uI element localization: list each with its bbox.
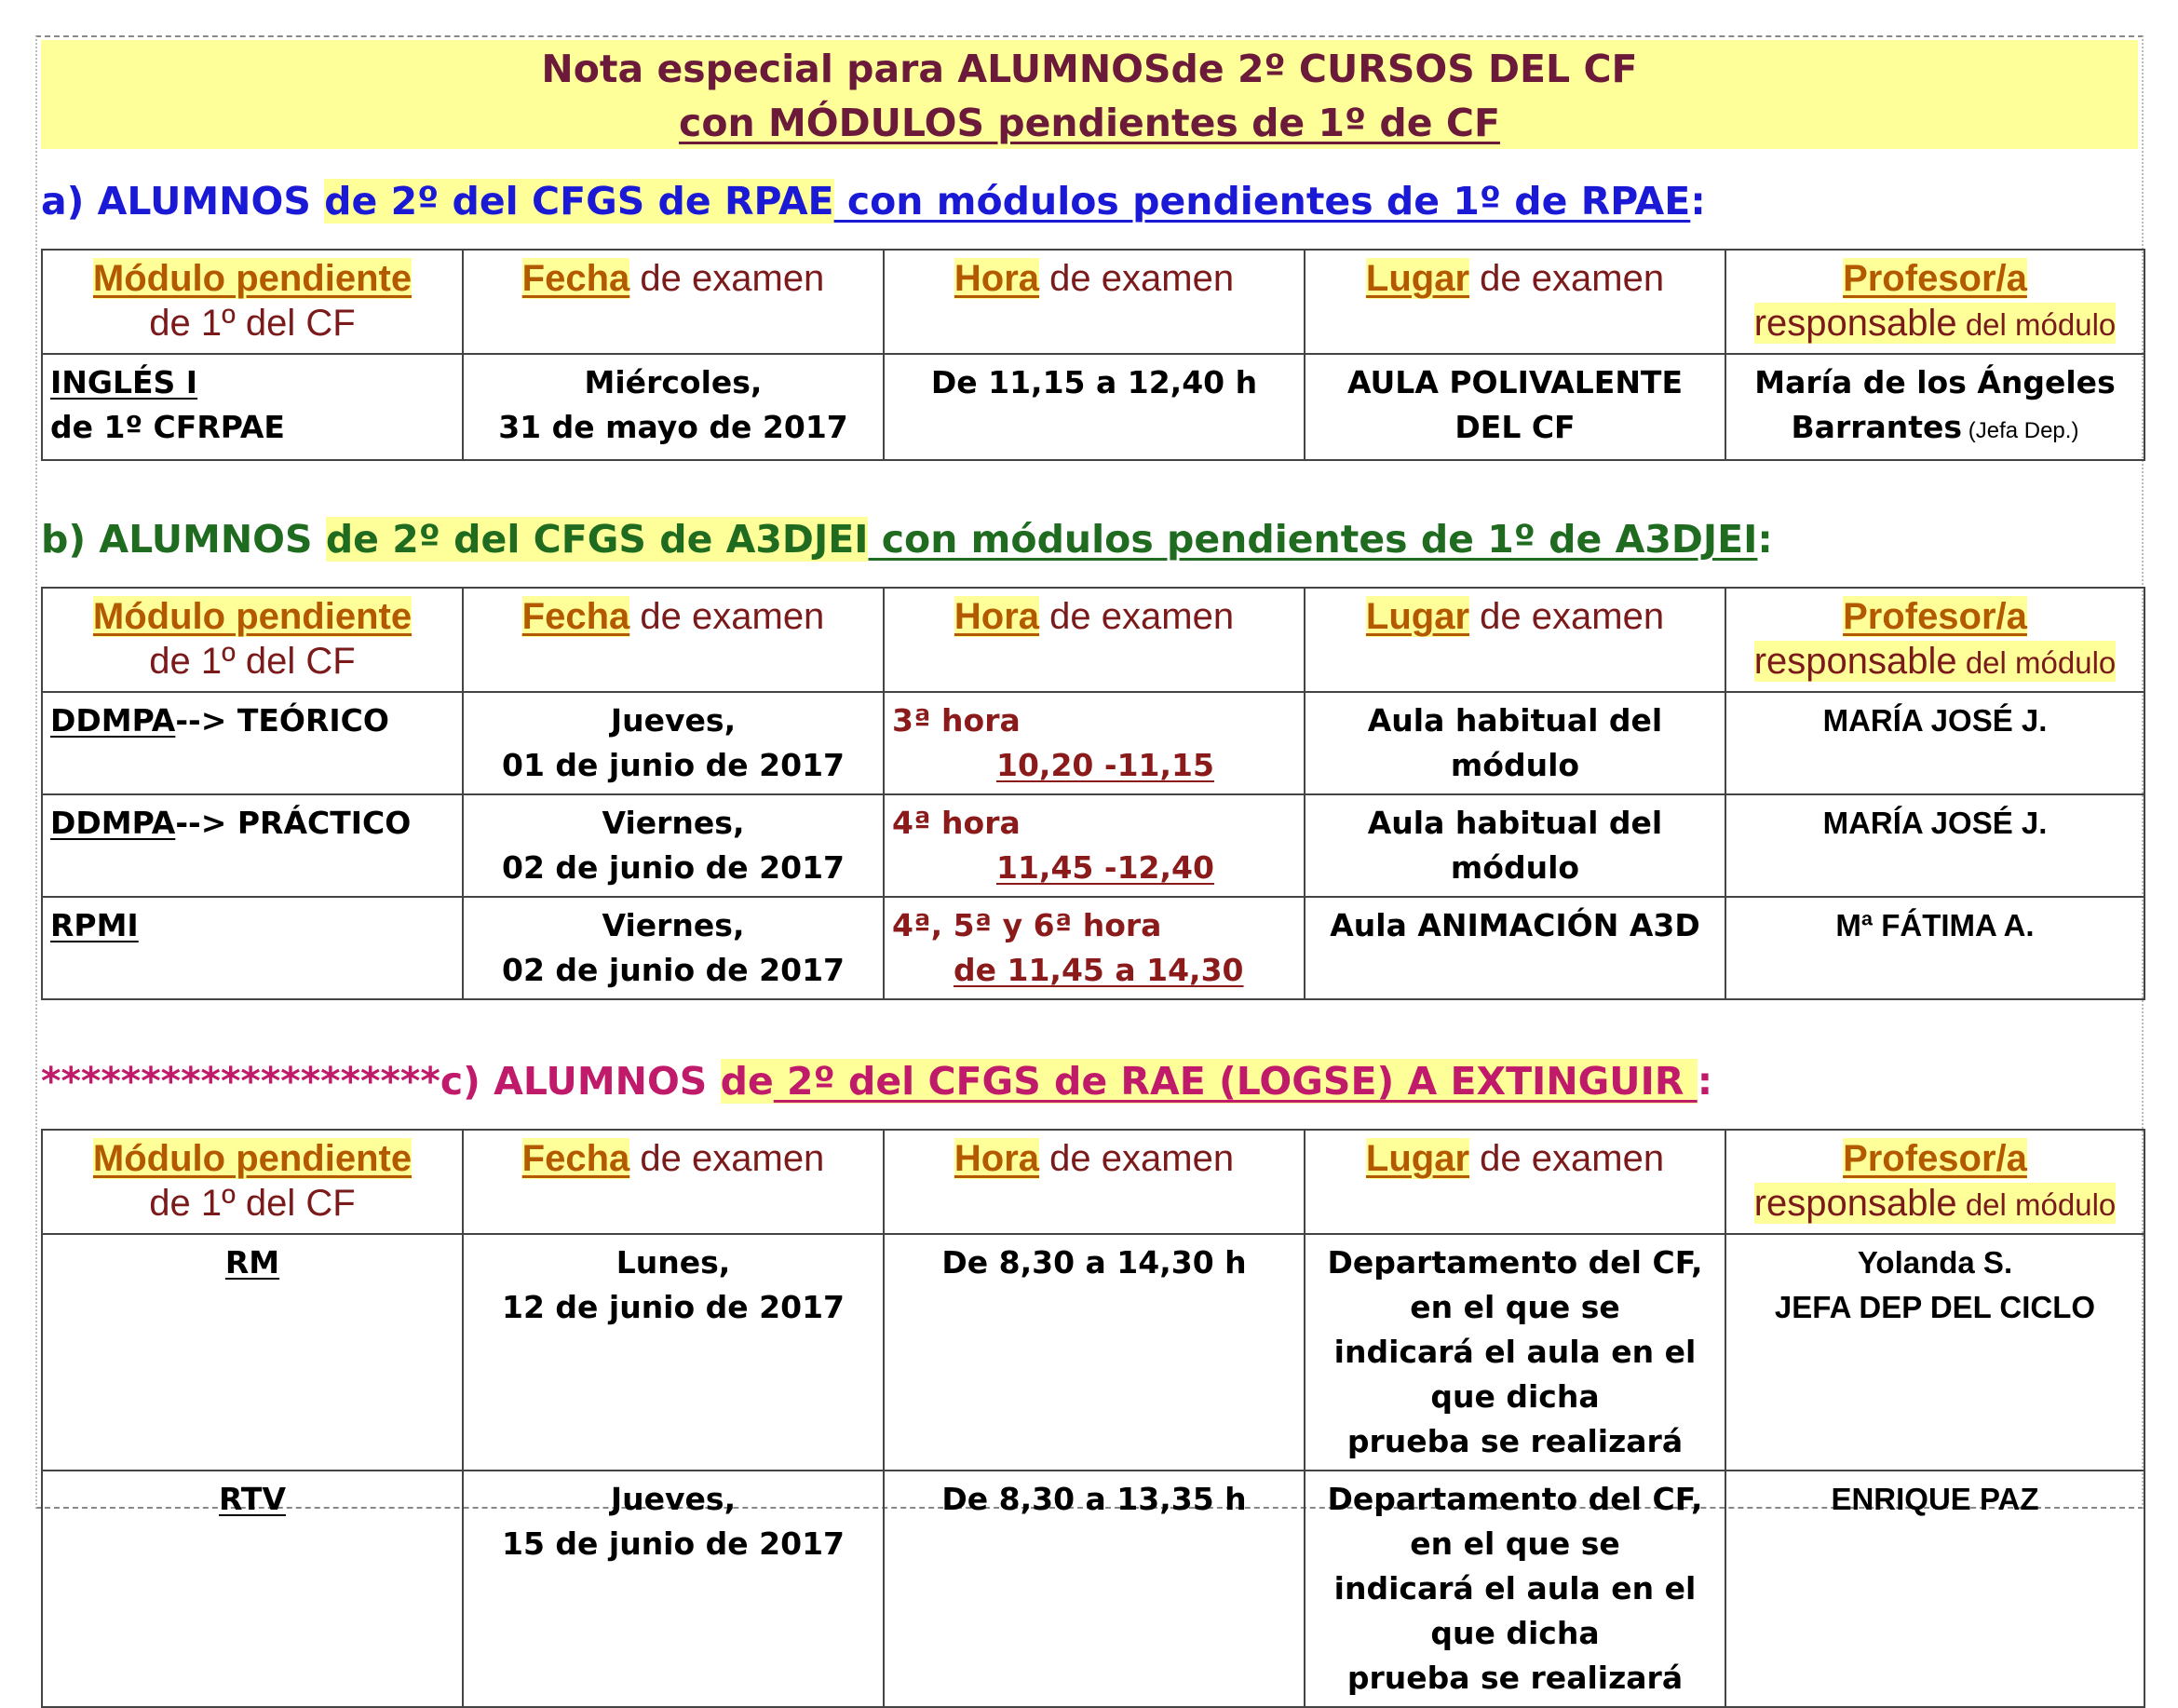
- section-b-table: [41, 587, 2145, 1000]
- section-c-title: [41, 1057, 1712, 1105]
- cell-fecha: Viernes, 02 de junio de 2017: [463, 897, 884, 999]
- table-row: [42, 1471, 2144, 1707]
- cell-modulo: RTV: [42, 1471, 463, 1707]
- header-hora: Hora de examen: [884, 1130, 1305, 1234]
- table-header-row: [42, 588, 2144, 692]
- table-row: [42, 794, 2144, 897]
- section-b-prefix: b) ALUMNOS: [41, 517, 326, 562]
- cell-fecha: Lunes, 12 de junio de 2017: [463, 1234, 884, 1471]
- cell-lugar: Departamento del CF, en el que se indicará el aula en el que dicha prueba se realizará: [1305, 1471, 1725, 1707]
- cell-modulo: INGLÉS I de 1º CFRPAE: [42, 354, 463, 460]
- cell-modulo: DDMPA--> PRÁCTICO: [42, 794, 463, 897]
- section-c-suffix: :: [1697, 1059, 1713, 1104]
- header-hora: Hora de examen: [884, 588, 1305, 692]
- table-header-row: [42, 250, 2144, 354]
- header-lugar: Lugar de examen: [1305, 1130, 1725, 1234]
- cell-profesor: MARÍA JOSÉ J.: [1725, 692, 2144, 794]
- cell-lugar: Aula habitual del módulo: [1305, 692, 1725, 794]
- cell-fecha: Jueves, 01 de junio de 2017: [463, 692, 884, 794]
- cell-hora: 3ª hora 10,20 -11,15: [884, 692, 1305, 794]
- section-c-stars: ********************: [41, 1059, 440, 1104]
- header-profesor: Profesor/a responsable del módulo: [1725, 588, 2144, 692]
- section-b-suffix: :: [1757, 517, 1773, 562]
- section-b-underlined: con módulos pendientes de 1º de A3DJEI: [868, 517, 1758, 562]
- banner-line-1: Nota especial para ALUMNOSde 2º CURSOS DEL CF: [541, 47, 1638, 91]
- cell-hora: De 8,30 a 13,35 h: [884, 1471, 1305, 1707]
- section-a-prefix: a) ALUMNOS: [41, 179, 325, 224]
- cell-profesor: María de los Ángeles Barrantes (Jefa Dep.): [1725, 354, 2144, 460]
- table-row: [42, 354, 2144, 460]
- section-b-highlight: de 2º del CFGS de A3DJEI: [325, 517, 869, 562]
- header-hora: Hora de examen: [884, 250, 1305, 354]
- header-fecha: Fecha de examen: [463, 1130, 884, 1234]
- header-modulo: Módulo pendiente de 1º del CF: [42, 250, 463, 354]
- cell-hora: 4ª, 5ª y 6ª hora de 11,45 a 14,30: [884, 897, 1305, 999]
- section-a-highlight: de 2º del CFGS de RPAE: [324, 179, 834, 224]
- cell-profesor: ENRIQUE PAZ: [1725, 1471, 2144, 1707]
- cell-profesor: MARÍA JOSÉ J.: [1725, 794, 2144, 897]
- cell-hora: De 8,30 a 14,30 h: [884, 1234, 1305, 1471]
- cell-hora: 4ª hora 11,45 -12,40: [884, 794, 1305, 897]
- table-header-row: [42, 1130, 2144, 1234]
- cell-lugar: Aula ANIMACIÓN A3D: [1305, 897, 1725, 999]
- special-note-banner: [41, 40, 2138, 149]
- cell-modulo: RM: [42, 1234, 463, 1471]
- banner-line-2: con MÓDULOS pendientes de 1º de CF: [679, 101, 1500, 145]
- section-a-table: [41, 249, 2145, 461]
- cell-fecha: Miércoles, 31 de mayo de 2017: [463, 354, 884, 460]
- cell-profesor: Mª FÁTIMA A.: [1725, 897, 2144, 999]
- table-row: [42, 1234, 2144, 1471]
- cell-modulo: RPMI: [42, 897, 463, 999]
- section-c-underlined: 2º del CFGS de RAE (LOGSE) A EXTINGUIR: [773, 1059, 1698, 1104]
- section-a-title: [41, 177, 1706, 225]
- section-c-prefix: c) ALUMNOS: [440, 1059, 721, 1104]
- cell-lugar: AULA POLIVALENTE DEL CF: [1305, 354, 1725, 460]
- header-profesor: Profesor/a responsable del módulo: [1725, 250, 2144, 354]
- table-row: [42, 897, 2144, 999]
- header-fecha: Fecha de examen: [463, 250, 884, 354]
- header-fecha: Fecha de examen: [463, 588, 884, 692]
- cell-profesor: Yolanda S. JEFA DEP DEL CICLO: [1725, 1234, 2144, 1471]
- section-a-underlined: con módulos pendientes de 1º de RPAE: [833, 179, 1691, 224]
- section-c-highlight: de: [720, 1059, 774, 1104]
- section-c-table: [41, 1129, 2145, 1708]
- cell-hora: De 11,15 a 12,40 h: [884, 354, 1305, 460]
- header-profesor: Profesor/a responsable del módulo: [1725, 1130, 2144, 1234]
- section-b-title: [41, 515, 1773, 563]
- cell-lugar: Departamento del CF, en el que se indicará el aula en el que dicha prueba se realizará: [1305, 1234, 1725, 1471]
- section-a-suffix: :: [1690, 179, 1706, 224]
- cell-fecha: Jueves, 15 de junio de 2017: [463, 1471, 884, 1707]
- cell-fecha: Viernes, 02 de junio de 2017: [463, 794, 884, 897]
- header-lugar: Lugar de examen: [1305, 250, 1725, 354]
- header-modulo: Módulo pendiente de 1º del CF: [42, 588, 463, 692]
- header-lugar: Lugar de examen: [1305, 588, 1725, 692]
- header-modulo: Módulo pendiente de 1º del CF: [42, 1130, 463, 1234]
- cell-modulo: DDMPA--> TEÓRICO: [42, 692, 463, 794]
- cell-lugar: Aula habitual del módulo: [1305, 794, 1725, 897]
- table-row: [42, 692, 2144, 794]
